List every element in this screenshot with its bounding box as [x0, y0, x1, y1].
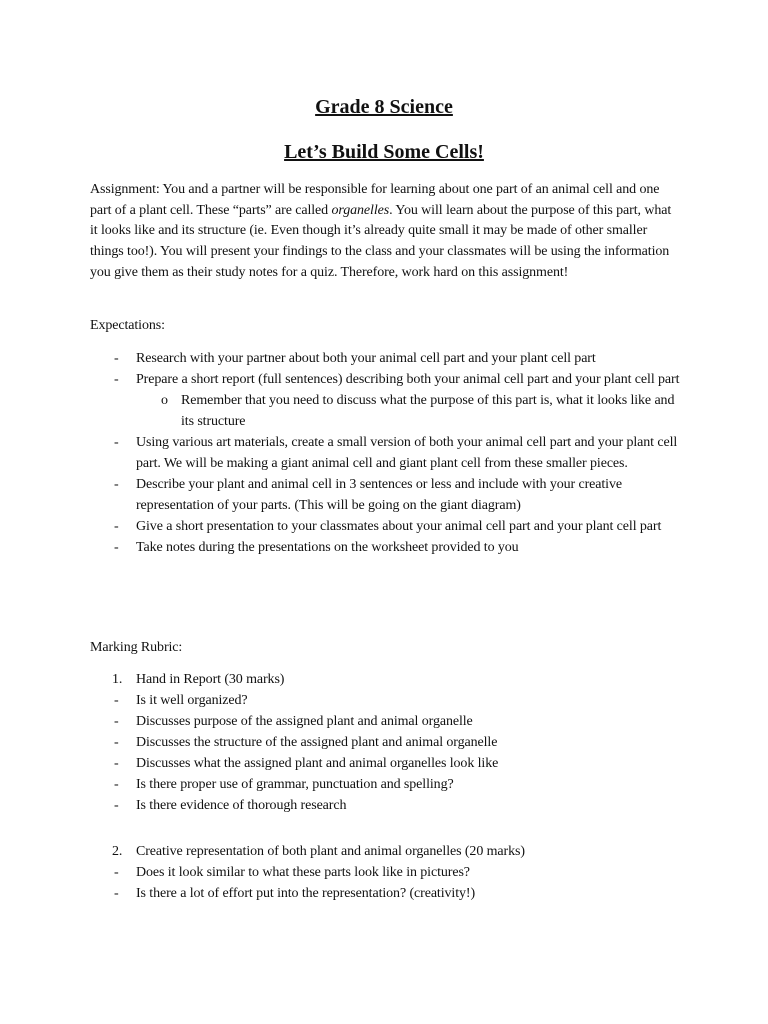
list-item	[90, 862, 680, 883]
rubric-heading: Marking Rubric:	[90, 640, 183, 655]
bullet-dash: -	[114, 477, 119, 492]
document-subtitle: Let’s Build Some Cells!	[284, 141, 484, 163]
list-item-text: Is there a lot of effort put into the representation? (creativity!)	[136, 886, 476, 901]
list-item	[90, 753, 680, 774]
list-item	[90, 537, 680, 558]
list-item	[90, 774, 680, 795]
bullet-circle: o	[161, 393, 168, 408]
list-item-text: Discusses purpose of the assigned plant and animal organelle	[136, 714, 473, 729]
bullet-dash: -	[114, 372, 119, 387]
assignment-text-end: . You will learn about the purpose of this part, what it looks like and its structure (ie. Even though it’s already quite small it may be made of other smaller things too!). You will present your findings to the class and your classmates will be using the information you give them as their study notes for a quiz. Therefore, work hard on this assignment!	[90, 202, 672, 280]
bullet-dash: -	[114, 435, 119, 450]
assignment-paragraph	[90, 180, 680, 284]
list-item	[90, 669, 680, 690]
bullet-dash: -	[114, 714, 119, 729]
list-item-text: Is there evidence of thorough research	[136, 798, 347, 813]
bullet-dash: -	[114, 735, 119, 750]
list-item-text: Is there proper use of grammar, punctuation and spelling?	[136, 777, 454, 792]
list-item-text: Discusses the structure of the assigned plant and animal organelle	[136, 735, 498, 750]
list-item-text: Take notes during the presentations on the worksheet provided to you	[136, 540, 519, 555]
list-item	[90, 711, 680, 732]
list-item	[90, 690, 680, 711]
list-item	[90, 732, 680, 753]
bullet-dash: -	[114, 798, 119, 813]
assignment-text-start: Assignment: You and a partner will be responsible for learning about one part of an animal cell and one part of a plant cell. These “parts” are called	[90, 182, 660, 218]
list-item-text: Using various art materials, create a small version of both your animal cell part and your plant cell part. We will be making a giant animal cell and giant plant cell from these smaller pieces.	[136, 435, 678, 471]
list-subitem	[90, 390, 680, 432]
list-item-text: Prepare a short report (full sentences) describing both your animal cell part and your plant cell part	[136, 372, 680, 387]
list-item	[90, 516, 680, 537]
list-item	[90, 474, 680, 516]
list-item-text: Discusses what the assigned plant and animal organelles look like	[136, 756, 499, 771]
list-item-text: Creative representation of both plant and animal organelles (20 marks)	[136, 844, 525, 859]
bullet-dash: -	[114, 693, 119, 708]
assignment-italic-term: organelles	[331, 202, 390, 218]
list-item	[90, 348, 680, 369]
list-item-text: Hand in Report (30 marks)	[136, 672, 285, 687]
bullet-dash: -	[114, 756, 119, 771]
bullet-dash: -	[114, 777, 119, 792]
list-item	[90, 883, 680, 904]
list-item	[90, 369, 680, 390]
list-item-text: Remember that you need to discuss what the purpose of this part is, what it looks like and its structure	[181, 393, 675, 429]
list-item	[90, 432, 680, 474]
list-number: 2.	[112, 844, 123, 859]
list-item	[90, 795, 680, 816]
bullet-dash: -	[114, 886, 119, 901]
list-item-text: Does it look similar to what these parts look like in pictures?	[136, 865, 470, 880]
list-number: 1.	[112, 672, 123, 687]
rubric-section-creative	[90, 841, 680, 904]
list-item	[90, 841, 680, 862]
expectations-list	[90, 348, 680, 558]
list-item-text: Is it well organized?	[136, 693, 248, 708]
list-item-text: Give a short presentation to your classmates about your animal cell part and your plant cell part	[136, 519, 662, 534]
rubric-section-report	[90, 669, 680, 816]
bullet-dash: -	[114, 351, 119, 366]
bullet-dash: -	[114, 540, 119, 555]
expectations-heading: Expectations:	[90, 318, 165, 333]
bullet-dash: -	[114, 519, 119, 534]
bullet-dash: -	[114, 865, 119, 880]
list-item-text: Research with your partner about both your animal cell part and your plant cell part	[136, 351, 596, 366]
list-item-text: Describe your plant and animal cell in 3 sentences or less and include with your creative representation of your parts. (This will be going on the giant diagram)	[136, 477, 622, 513]
document-title: Grade 8 Science	[315, 96, 453, 118]
